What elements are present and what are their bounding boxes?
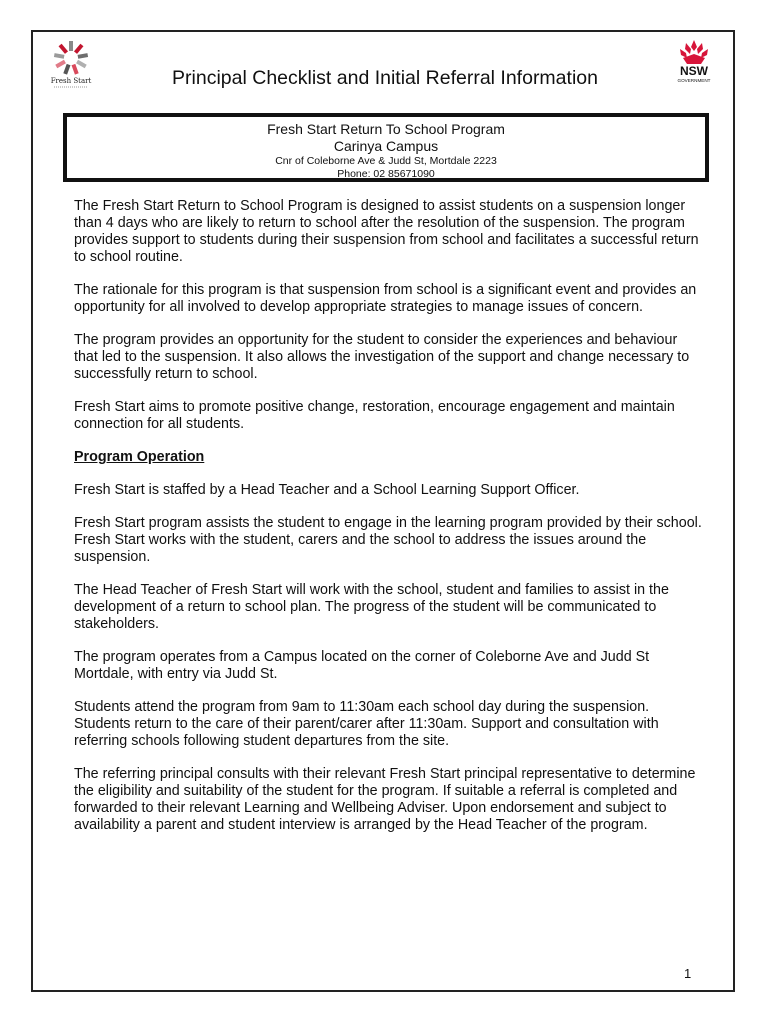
operation-paragraph: Fresh Start program assists the student to engage in the learning program provided by their school. Fresh Start works with the student, carers and the school to address the issues around the suspension. (74, 515, 702, 565)
campus-name: Carinya Campus (333, 138, 439, 154)
operation-paragraph: The Head Teacher of Fresh Start will work with the school, student and families to assist in the development of a return to school plan. The progress of the student will be communicated to stakeholders. (74, 582, 669, 632)
program-info-box (63, 113, 709, 182)
operation-paragraph: Fresh Start is staffed by a Head Teacher and a School Learning Support Officer. (74, 482, 580, 498)
nsw-logo-subtext: GOVERNMENT (677, 78, 711, 83)
operation-paragraph: The program operates from a Campus located on the corner of Coleborne Ave and Judd St Mortdale, with entry via Judd St. (74, 649, 650, 682)
document-body (74, 198, 704, 850)
intro-paragraph: The rationale for this program is that suspension from school is a significant event and provides an opportunity for all involved to develop appropriate strategies to manage issues of concern. (74, 282, 697, 315)
fresh-start-logo-text: Fresh Start (50, 77, 92, 85)
intro-paragraph: Fresh Start aims to promote positive change, restoration, encourage engagement and maintain connection for all students. (74, 399, 675, 432)
campus-address: Cnr of Coleborne Ave & Judd St, Mortdale 2223 (275, 155, 497, 167)
document-title: Principal Checklist and Initial Referral Information (172, 67, 598, 89)
operation-paragraph: The referring principal consults with their relevant Fresh Start principal representative to determine the eligibility and suitability of the student for the program. If suitable a referral is completed and forwarded to their relevant Learning and Wellbeing Adviser. Upon endorsement and subject to availability a parent and student interview is arranged by the Head Teacher of the program. (74, 766, 696, 833)
nsw-logo-text: NSW (680, 64, 708, 78)
section-heading-program-operation: Program Operation (74, 449, 205, 465)
campus-phone: Phone: 02 85671090 (337, 168, 435, 180)
program-name: Fresh Start Return To School Program (267, 121, 505, 137)
page-number: 1 (684, 966, 692, 981)
operation-paragraph: Students attend the program from 9am to 11:30am each school day during the suspension. Students return to the care of their parent/carer after 11:30am. Support and consultation with referring schools following student departures from the site. (74, 699, 659, 749)
intro-paragraph: The program provides an opportunity for the student to consider the experiences and behaviour that led to the suspension. It also allows the investigation of the support and change necessary to successfully return to school. (74, 332, 690, 382)
intro-paragraph: The Fresh Start Return to School Program is designed to assist students on a suspension longer than 4 days who are likely to return to school after the resolution of the suspension. The program provides support to students during their suspension from school and facilitates a successful return to school routine. (74, 198, 699, 265)
